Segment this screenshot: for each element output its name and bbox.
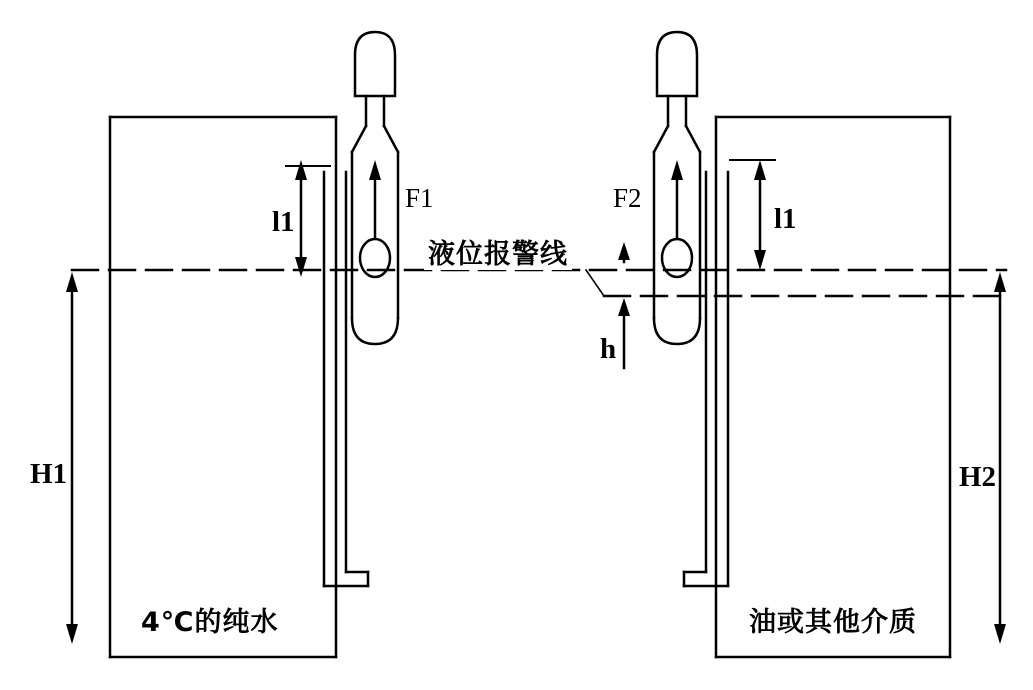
right-flow-arrow-head <box>671 160 683 180</box>
left-head-capsule <box>355 32 395 96</box>
label-alarm-line: 液位报警线 <box>424 239 572 270</box>
right-chamber-shoulder-left <box>654 126 668 152</box>
left-float-ball <box>360 239 390 277</box>
h2-arrow-up <box>994 272 1006 292</box>
left-chamber-shoulder-right <box>384 126 398 152</box>
h2-arrow-down <box>994 624 1006 644</box>
label-left-tank-medium: 4℃的纯水 <box>141 607 279 638</box>
label-F2: F2 <box>613 183 642 213</box>
label-h: h <box>600 333 617 365</box>
h1-arrow-down <box>66 624 78 644</box>
label-H1: H1 <box>30 458 68 490</box>
label-l1-right: l1 <box>774 203 797 235</box>
right-head-capsule <box>657 32 697 96</box>
right-chamber-bottom <box>654 318 700 344</box>
left-l1-arrow-down <box>295 257 307 277</box>
label-F1: F1 <box>405 183 434 213</box>
left-flow-arrow-head <box>369 160 381 180</box>
left-l1-arrow-up <box>295 160 307 180</box>
h-arrow-up <box>618 242 630 260</box>
right-l1-arrow-up <box>754 160 766 180</box>
label-right-tank-medium: 油或其他介质 <box>749 607 917 638</box>
label-H2: H2 <box>959 461 997 493</box>
right-l1-arrow-down <box>754 250 766 270</box>
left-chamber-bottom <box>352 318 398 344</box>
label-l1-left: l1 <box>272 206 295 238</box>
alarm-level-step-link <box>586 270 604 296</box>
h-arrow-down <box>618 298 630 316</box>
left-chamber-shoulder-left <box>352 126 366 152</box>
right-chamber-shoulder-right <box>686 126 700 152</box>
right-float-ball <box>662 239 692 277</box>
h1-arrow-up <box>66 272 78 292</box>
